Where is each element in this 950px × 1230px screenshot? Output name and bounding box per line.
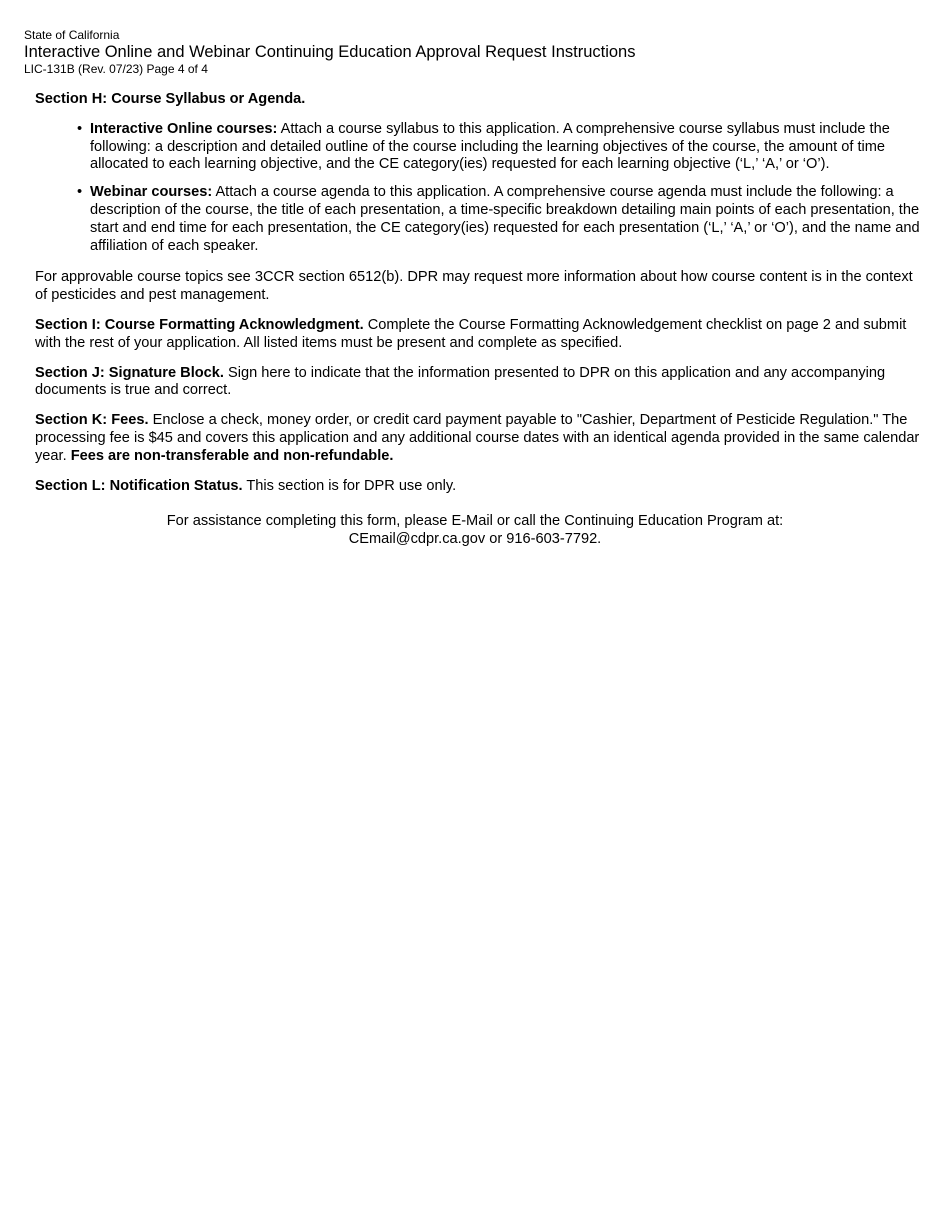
section-k-title: Section K: Fees. [35, 412, 149, 429]
bullet-webinar-label: Webinar courses: [90, 184, 213, 201]
section-j-title: Section J: Signature Block. [35, 364, 224, 381]
bullet-interactive-online-text: Attach a course syllabus to this application. A comprehensive course syllabus must include the following: a description and detailed outline of the course including the learning objectives of the course, the amount of time allocated to each learning objective, and the CE category(ies) requested for each learning objective (‘L,’ ‘A,’ or ‘O’). [90, 120, 890, 173]
section-l-paragraph [35, 478, 920, 496]
section-k-text: Enclose a check, money order, or credit card payment payable to "Cashier, Department of Pesticide Regulation." The processing fee is $45 and covers this application and any additional course dates with an identical agenda provided in the same calendar year. [35, 412, 920, 464]
page-header [24, 28, 635, 76]
section-l-title: Section L: Notification Status. [35, 477, 243, 494]
bullet-interactive-online-label: Interactive Online courses: [90, 120, 278, 137]
bullet-webinar-text: Attach a course agenda to this application. A comprehensive course agenda must include the following: a description of the course, the title of each presentation, a time-specific breakdown detailing main points of each presentation, the start and end time for each presentation, the CE category(ies) requested for each presentation (‘L,’ ‘A,’ or ‘O’), and the name and affiliation of each speaker. [90, 184, 920, 254]
bullet-icon: • [77, 120, 83, 137]
section-h-bullet-list [35, 121, 920, 256]
section-k-fee-notice: Fees are non-transferable and non-refundable. [70, 447, 394, 464]
section-j-text: Sign here to indicate that the information presented to DPR on this application and any accompanying documents is true and correct. [35, 364, 886, 399]
assistance-line-1: For assistance completing this form, please E-Mail or call the Continuing Education Program at: [166, 513, 784, 530]
bullet-interactive-online [77, 120, 920, 174]
bullet-webinar [77, 184, 920, 255]
assistance-note [35, 513, 915, 549]
section-i-paragraph [35, 317, 920, 353]
header-revision: LIC-131B (Rev. 07/23) Page 4 of 4 [24, 62, 208, 76]
section-l-text: This section is for DPR use only. [242, 477, 457, 494]
section-j-paragraph [35, 365, 920, 401]
section-i-title: Section I: Course Formatting Acknowledgment. [35, 316, 364, 333]
section-k-paragraph [35, 412, 920, 465]
section-h-title: Section H: Course Syllabus or Agenda. [35, 91, 306, 107]
bullet-icon: • [77, 184, 83, 201]
header-state: State of California [24, 28, 120, 42]
header-title: Interactive Online and Webinar Continuing Education Approval Request Instructions [24, 43, 636, 61]
section-i-text: Complete the Course Formatting Acknowledgement checklist on page 2 and submit with the rest of your application. All listed items must be present and complete as specified. [35, 316, 907, 351]
assistance-contact: CEmail@cdpr.ca.gov or 916-603-7792. [348, 531, 602, 548]
course-topics-paragraph: For approvable course topics see 3CCR section 6512(b). DPR may request more information about how course content is in the context of pesticides and pest management. [35, 269, 913, 304]
instructions-body [35, 91, 920, 549]
